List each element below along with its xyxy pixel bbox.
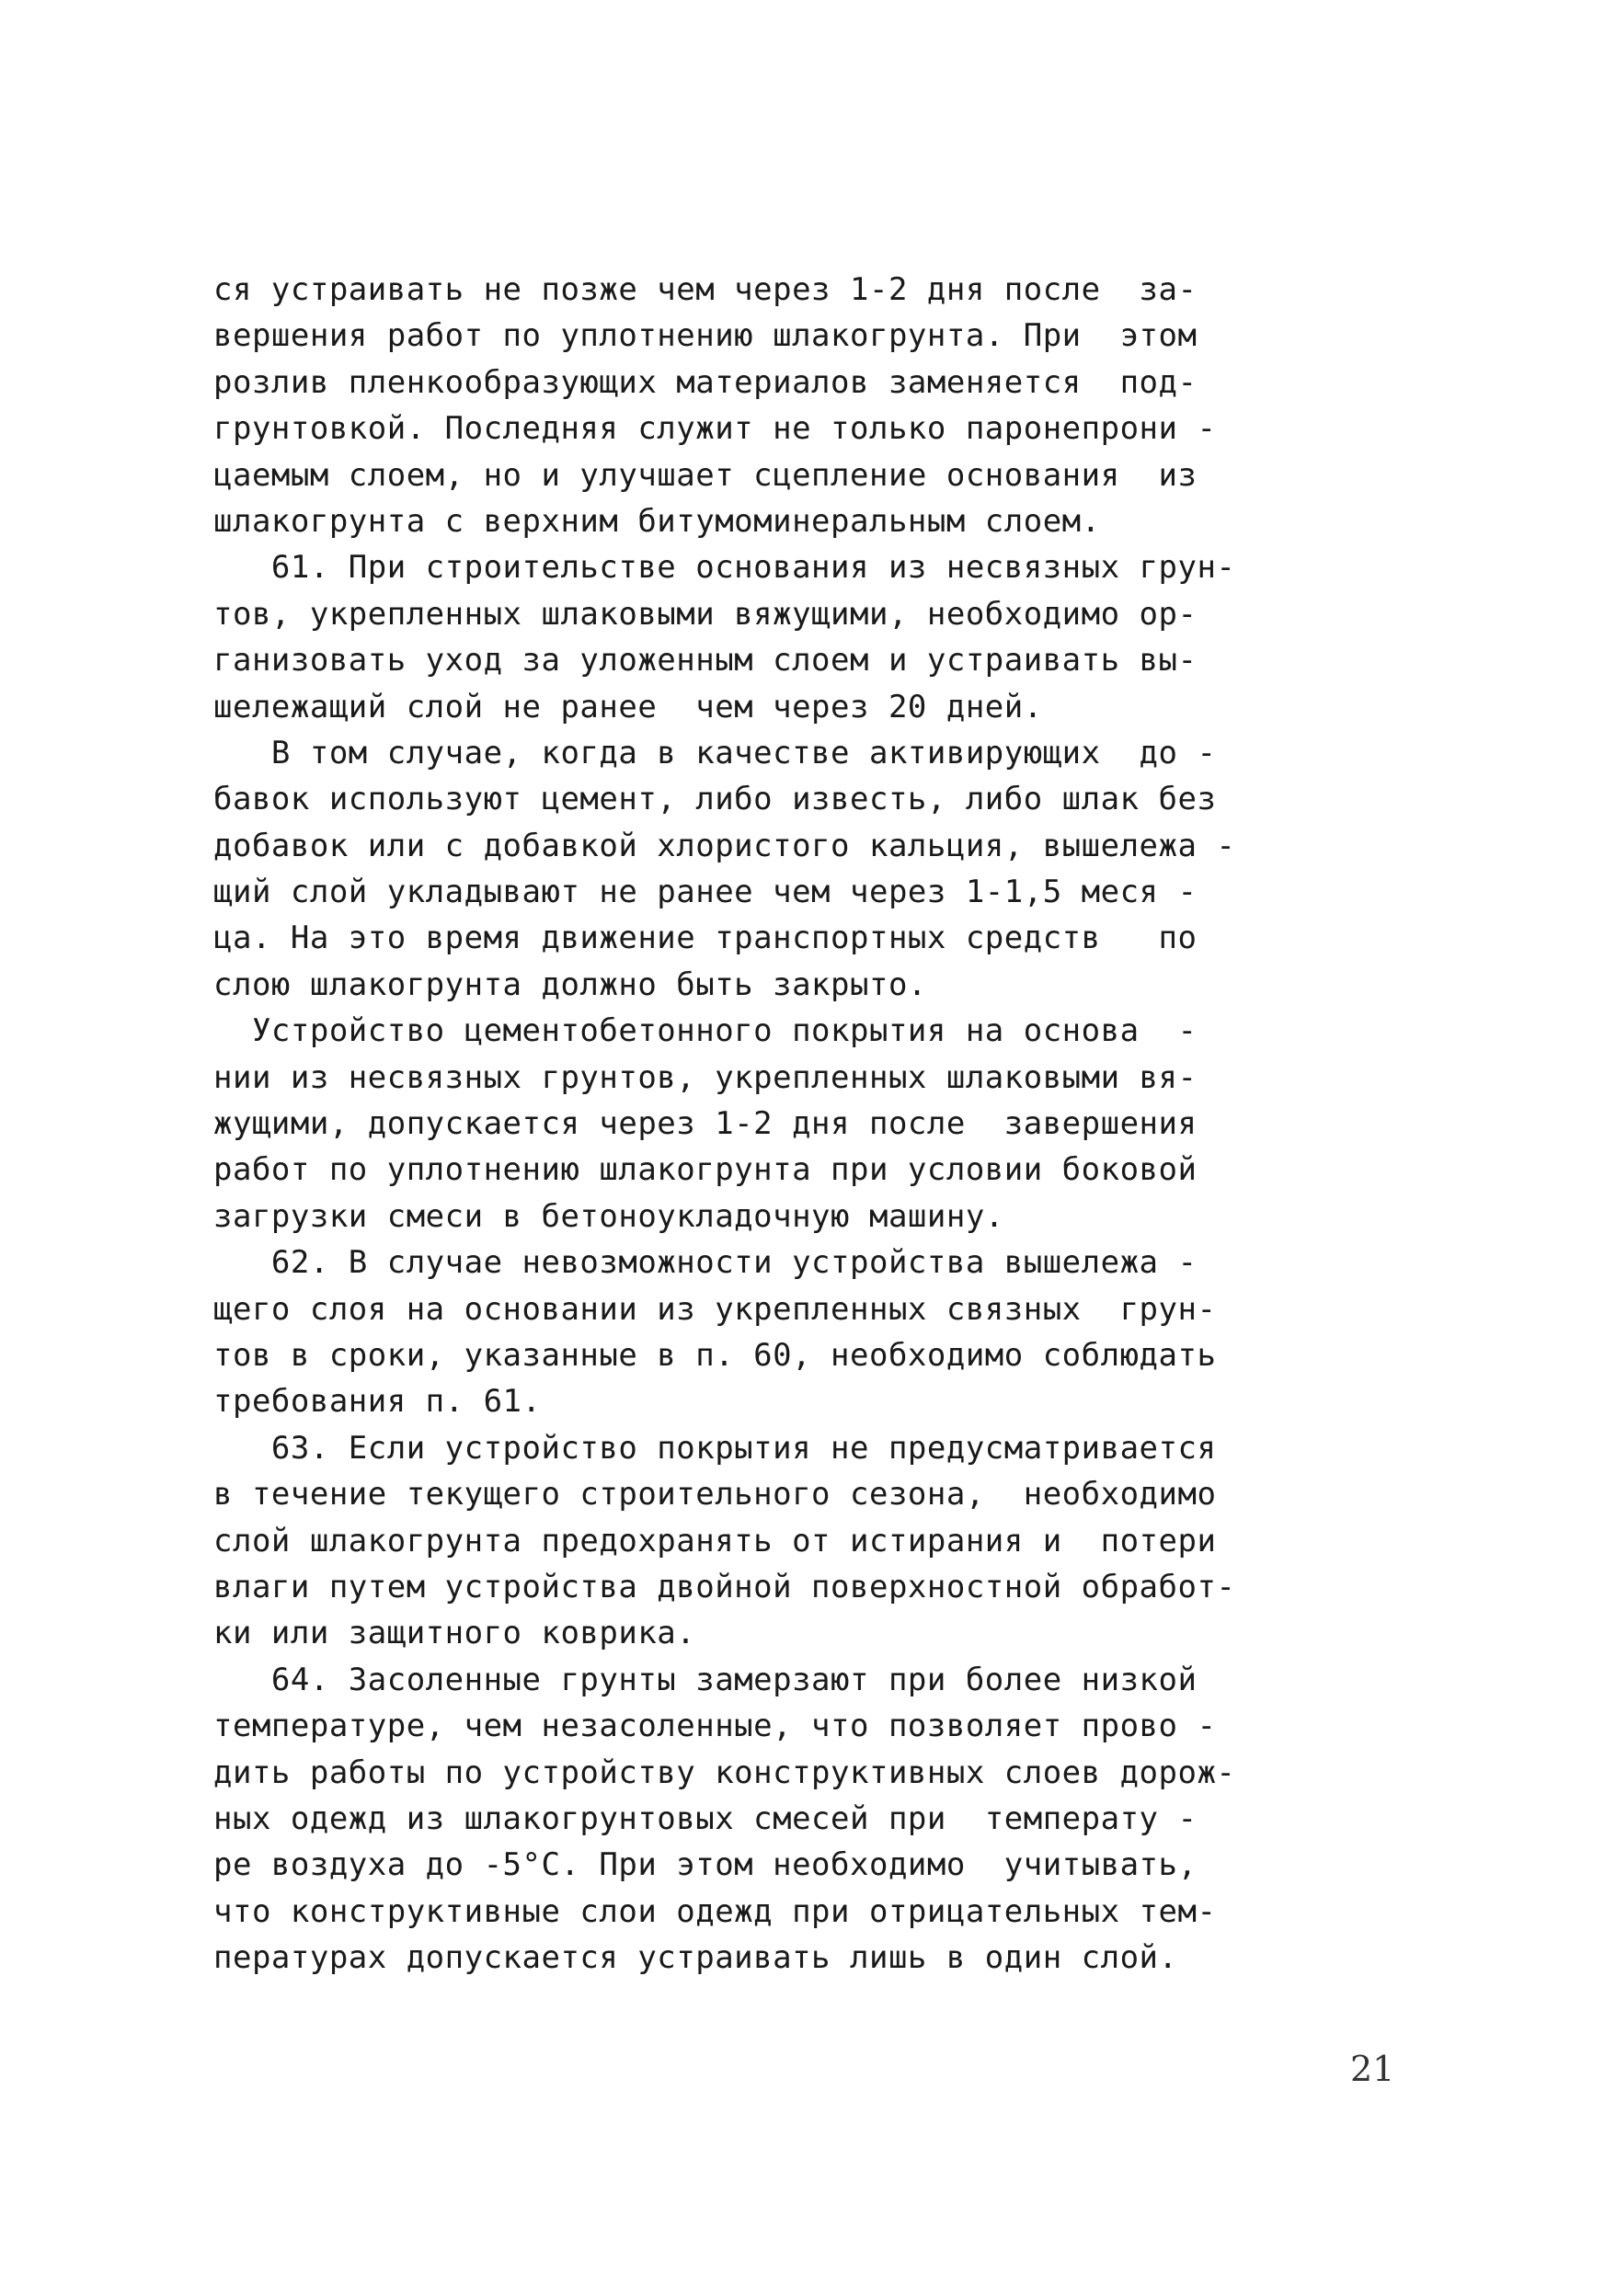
page-number: 21 [1350,2049,1395,2089]
text-line: шележащий слой не ранее чем через 20 дней. [213,688,1043,725]
text-line: загрузки смеси в бетоноукладочную машину. [213,1197,1004,1235]
text-line: Устройство цементобетонного покрытия на основа - [213,1012,1198,1050]
text-line: шлакогрунта с верхним битумоминеральным слоем. [213,502,1101,540]
text-line: ре воздуха до -5°C. При этом необходимо учитывать, [213,1846,1198,1884]
text-line: бавок используют цемент, либо известь, либо шлак без [213,781,1217,818]
text-line: 61. При строительстве основания из несвязных грун- [213,549,1236,587]
text-line: работ по уплотнению шлакогрунта при условии боковой [213,1151,1198,1189]
text-line: тов, укрепленных шлаковыми вяжущими, необходимо ор- [213,595,1198,633]
text-line: пературах допускается устраивать лишь в один слой. [213,1939,1178,1977]
text-line: щий слой укладывают не ранее чем через 1-1,5 меся - [213,874,1198,911]
text-line: влаги путем устройства двойной поверхностной обработ- [213,1568,1236,1605]
text-line: слой шлакогрунта предохранять от истирания и потери [213,1522,1217,1559]
text-line: ки или защитного коврика. [213,1615,696,1652]
text-line: щего слоя на основании из укрепленных связных грун- [213,1290,1217,1328]
text-line: слою шлакогрунта должно быть закрыто. [213,965,927,1003]
text-line: температуре, чем незасоленные, что позволяет прово - [213,1708,1217,1745]
text-line: 64. Засоленные грунты замерзают при более низкой [213,1661,1198,1698]
text-line: вершения работ по уплотнению шлакогрунта. При этом [213,317,1198,355]
text-line: розлив пленкообразующих материалов заменяется под- [213,363,1198,401]
text-line: нии из несвязных грунтов, укрепленных шлаковыми вя- [213,1058,1198,1096]
text-line: 63. Если устройство покрытия не предусматривается [213,1429,1217,1467]
text-line: жущими, допускается через 1-2 дня после завершения [213,1105,1198,1143]
text-line: цаемым слоем, но и улучшает сцепление основания из [213,456,1198,494]
text-line: дить работы по устройству конструктивных слоев дорож- [213,1753,1236,1791]
text-line: 62. В случае невозможности устройства вышележа - [213,1244,1198,1282]
text-line: ца. На это время движение транспортных средств по [213,920,1198,957]
text-line: ных одежд из шлакогрунтовых смесей при температу - [213,1799,1198,1837]
text-line: что конструктивные слои одежд при отрицательных тем- [213,1892,1217,1930]
text-line: ся устраивать не позже чем через 1-2 дня после за- [213,271,1198,308]
text-line: грунтовкой. Последняя служит не только паронепрони - [213,410,1217,448]
text-line: в течение текущего строительного сезона, необходимо [213,1476,1217,1514]
text-line: тов в сроки, указанные в п. 60, необходимо соблюдать [213,1336,1217,1374]
text-line: добавок или с добавкой хлористого кальция, вышележа - [213,827,1236,864]
text-line: В том случае, когда в качестве активирующих до - [213,734,1217,771]
text-line: ганизовать уход за уложенным слоем и устраивать вы- [213,642,1198,680]
body-text [213,267,1409,1981]
text-line: требования п. 61. [213,1383,542,1421]
